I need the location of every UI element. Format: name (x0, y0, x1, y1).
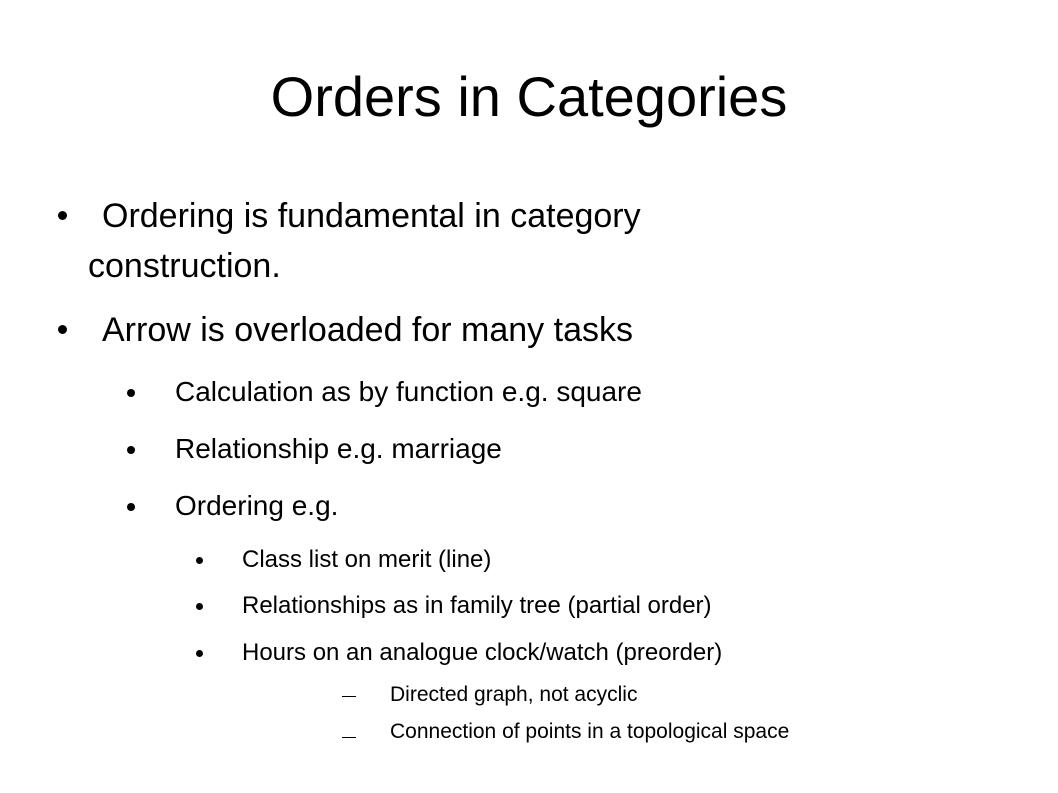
slide-title: Orders in Categories (270, 65, 788, 128)
sub-sub-bullet-text: Class list on merit (line) (242, 546, 492, 573)
dash-icon (342, 737, 356, 738)
sub-bullet-text: Ordering e.g. (175, 490, 339, 521)
bullet-icon (58, 325, 67, 334)
bullet-icon (127, 446, 135, 454)
bullet-text-continuation: construction. (88, 247, 281, 285)
bullet-text: Ordering is fundamental in category (102, 197, 641, 235)
bullet-icon (196, 650, 203, 657)
sub-sub-bullet-text: Relationships as in family tree (partial order) (242, 592, 712, 619)
bullet-text: Arrow is overloaded for many tasks (102, 311, 633, 349)
dash-item-text: Directed graph, not acyclic (390, 683, 638, 706)
bullet-icon (127, 503, 135, 511)
bullet-icon (196, 603, 203, 610)
sub-bullet-text: Relationship e.g. marriage (175, 433, 502, 464)
dash-item-text: Connection of points in a topological space (390, 720, 790, 743)
sub-sub-bullet-text: Hours on an analogue clock/watch (preorder) (242, 639, 723, 666)
bullet-icon (58, 211, 67, 220)
sub-bullet-text: Calculation as by function e.g. square (175, 376, 642, 407)
bullet-icon (127, 389, 135, 397)
dash-icon (342, 696, 356, 697)
bullet-icon (196, 557, 203, 564)
